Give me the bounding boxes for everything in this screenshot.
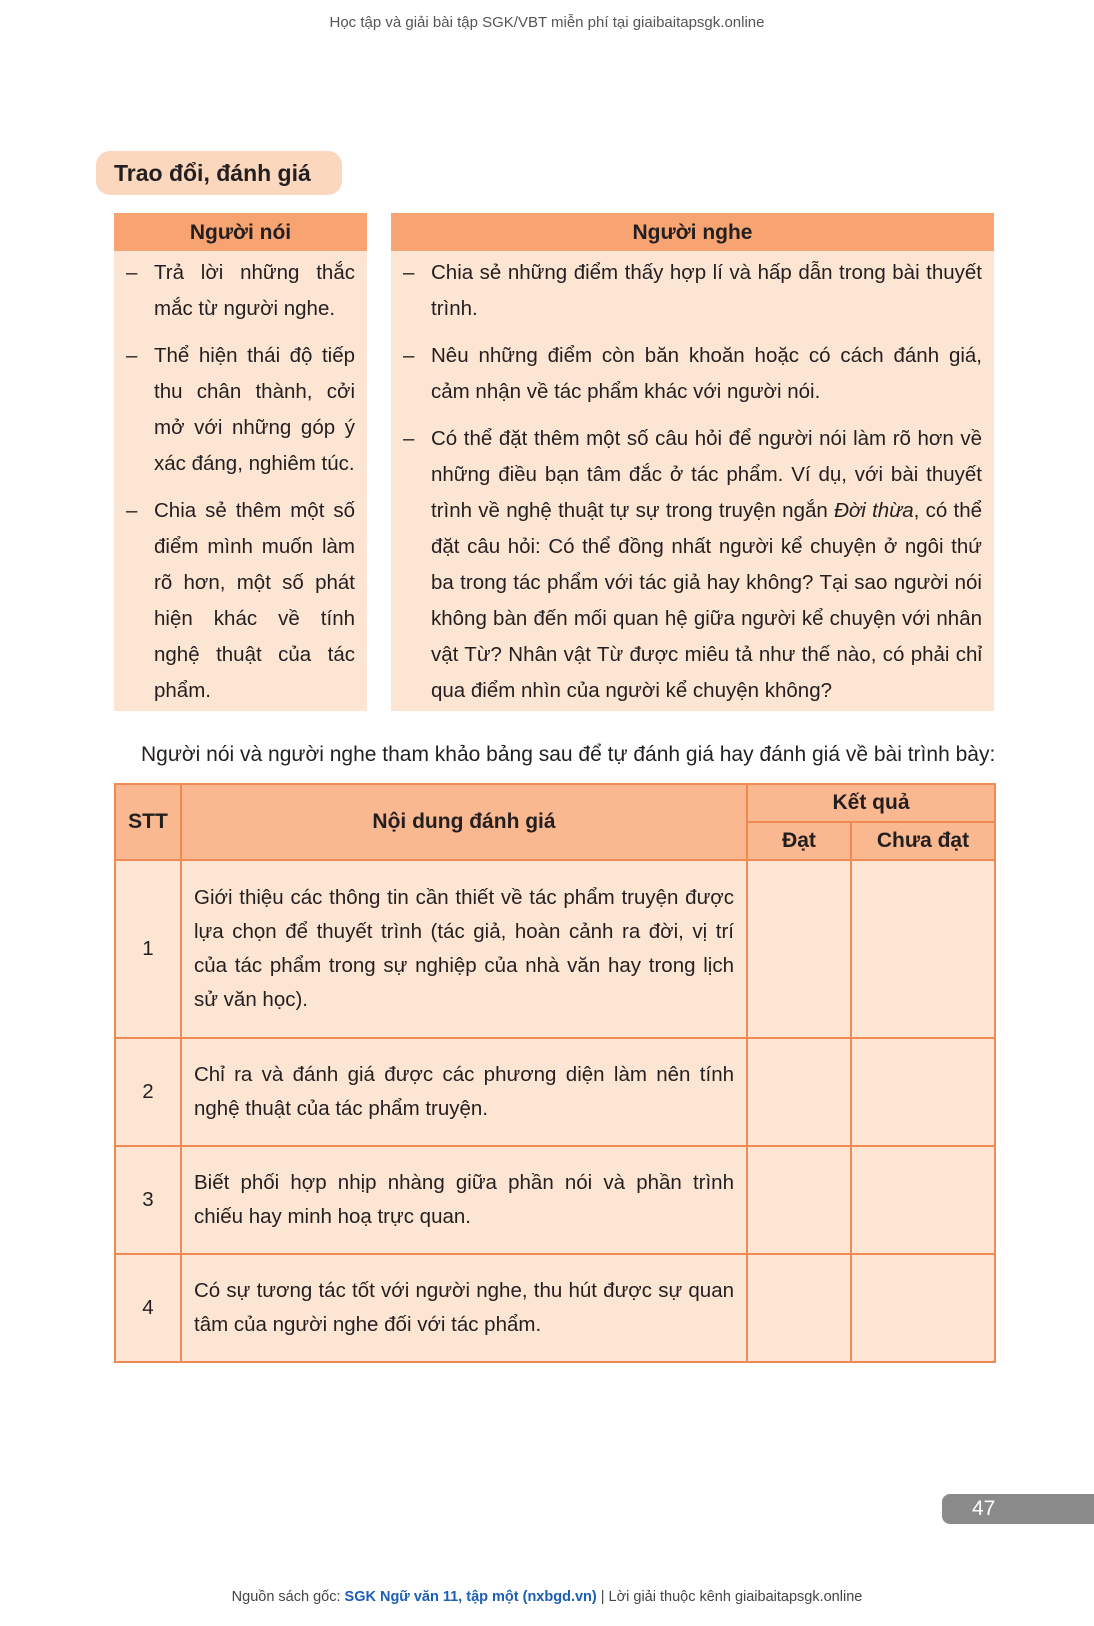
stt-cell: 4: [115, 1254, 181, 1362]
content-cell: Chỉ ra và đánh giá được các phương diện làm nên tính nghệ thuật của tác phẩm truyện.: [181, 1038, 747, 1146]
table-header-row: [115, 784, 995, 822]
table-row: [115, 1146, 995, 1254]
section-title: Trao đổi, đánh giá: [96, 151, 342, 195]
fail-cell[interactable]: [851, 1146, 995, 1254]
dash-bullet: –: [126, 261, 138, 284]
content-cell: Giới thiệu các thông tin cần thiết về tác phẩm truyện được lựa chọn để thuyết trình (tác giả, hoàn cảnh ra đời, vị trí của tác phẩm trong sự nghiệp của nhà văn hay trong lịch sử văn học).: [181, 860, 747, 1038]
stt-cell: 1: [115, 860, 181, 1038]
listener-list: [391, 251, 994, 709]
page-number: 47: [972, 1497, 996, 1520]
listener-heading: Người nghe: [391, 213, 994, 251]
dash-bullet: –: [403, 427, 415, 450]
list-item: [114, 338, 355, 482]
list-item: [391, 421, 982, 709]
item-text: Chia sẻ những điểm thấy hợp lí và hấp dẫn trong bài thuyết trình.: [431, 261, 982, 320]
speaker-column: [114, 213, 367, 711]
content-cell: Có sự tương tác tốt với người nghe, thu hút được sự quan tâm của người nghe đối với tác phẩm.: [181, 1254, 747, 1362]
table-row: [115, 1038, 995, 1146]
pass-header: Đạt: [747, 822, 851, 860]
table-intro: Người nói và người nghe tham khảo bảng sau để tự đánh giá hay đánh giá về bài trình bày:: [141, 743, 996, 766]
table-row: [115, 860, 995, 1038]
source-link[interactable]: SGK Ngữ văn 11, tập một (nxbgd.vn): [344, 1589, 597, 1605]
stt-cell: 3: [115, 1146, 181, 1254]
page-footer: [0, 1589, 1094, 1605]
item-text: Trả lời những thắc mắc từ người nghe.: [154, 261, 355, 320]
list-item: [114, 493, 355, 709]
fail-cell[interactable]: [851, 1038, 995, 1146]
speaker-list: [114, 251, 367, 709]
evaluation-table: [114, 783, 996, 1363]
dash-bullet: –: [403, 261, 415, 284]
pass-cell[interactable]: [747, 860, 851, 1038]
content-cell: Biết phối hợp nhịp nhàng giữa phần nói và phần trình chiếu hay minh hoạ trực quan.: [181, 1146, 747, 1254]
dash-bullet: –: [126, 499, 138, 522]
stt-cell: 2: [115, 1038, 181, 1146]
work-title: Đời thừa: [834, 499, 914, 522]
item-text: Nêu những điểm còn băn khoăn hoặc có cách đánh giá, cảm nhận về tác phẩm khác với người nói.: [431, 344, 982, 403]
dash-bullet: –: [126, 344, 138, 367]
item-text: Chia sẻ thêm một số điểm mình muốn làm rõ hơn, một số phát hiện khác về tính nghệ thuật của tác phẩm.: [154, 499, 355, 702]
content-header: Nội dung đánh giá: [181, 784, 747, 860]
pass-cell[interactable]: [747, 1254, 851, 1362]
item-text-before: Có thể đặt thêm một số câu hỏi để người nói làm rõ hơn về những điều bạn tâm đắc ở tác phẩm. Ví dụ, với bài thuyết trình về nghệ thuật tự sự trong truyện ngắn: [431, 427, 982, 522]
item-text: Thể hiện thái độ tiếp thu chân thành, cởi mở với những góp ý xác đáng, nghiêm túc.: [154, 344, 355, 475]
footer-suffix: | Lời giải thuộc kênh giaibaitapsgk.online: [596, 1589, 863, 1605]
pass-cell[interactable]: [747, 1146, 851, 1254]
list-item: [391, 255, 982, 327]
speaker-heading: Người nói: [114, 213, 367, 251]
fail-cell[interactable]: [851, 1254, 995, 1362]
list-item: [391, 338, 982, 410]
dash-bullet: –: [403, 344, 415, 367]
page-header: Học tập và giải bài tập SGK/VBT miễn phí tại giaibaitapsgk.online: [329, 14, 765, 31]
list-item: [114, 255, 355, 327]
fail-header: Chưa đạt: [851, 822, 995, 860]
footer-prefix: Nguồn sách gốc:: [231, 1589, 345, 1605]
page-number-tab: [942, 1494, 1094, 1524]
fail-cell[interactable]: [851, 860, 995, 1038]
table-row: [115, 1254, 995, 1362]
item-text-after: , có thể đặt câu hỏi: Có thể đồng nhất người kể chuyện ở ngôi thứ ba trong tác phẩm với tác giả hay không? Tại sao người nói không bàn đến mối quan hệ giữa người kể chuyện với nhân vật Từ? Nhân vật Từ được miêu tả như thế nào, có phải chỉ qua điểm nhìn của người kể chuyện không?: [431, 499, 983, 702]
pass-cell[interactable]: [747, 1038, 851, 1146]
result-header: Kết quả: [747, 784, 995, 822]
listener-column: [391, 213, 994, 711]
stt-header: STT: [115, 784, 181, 860]
